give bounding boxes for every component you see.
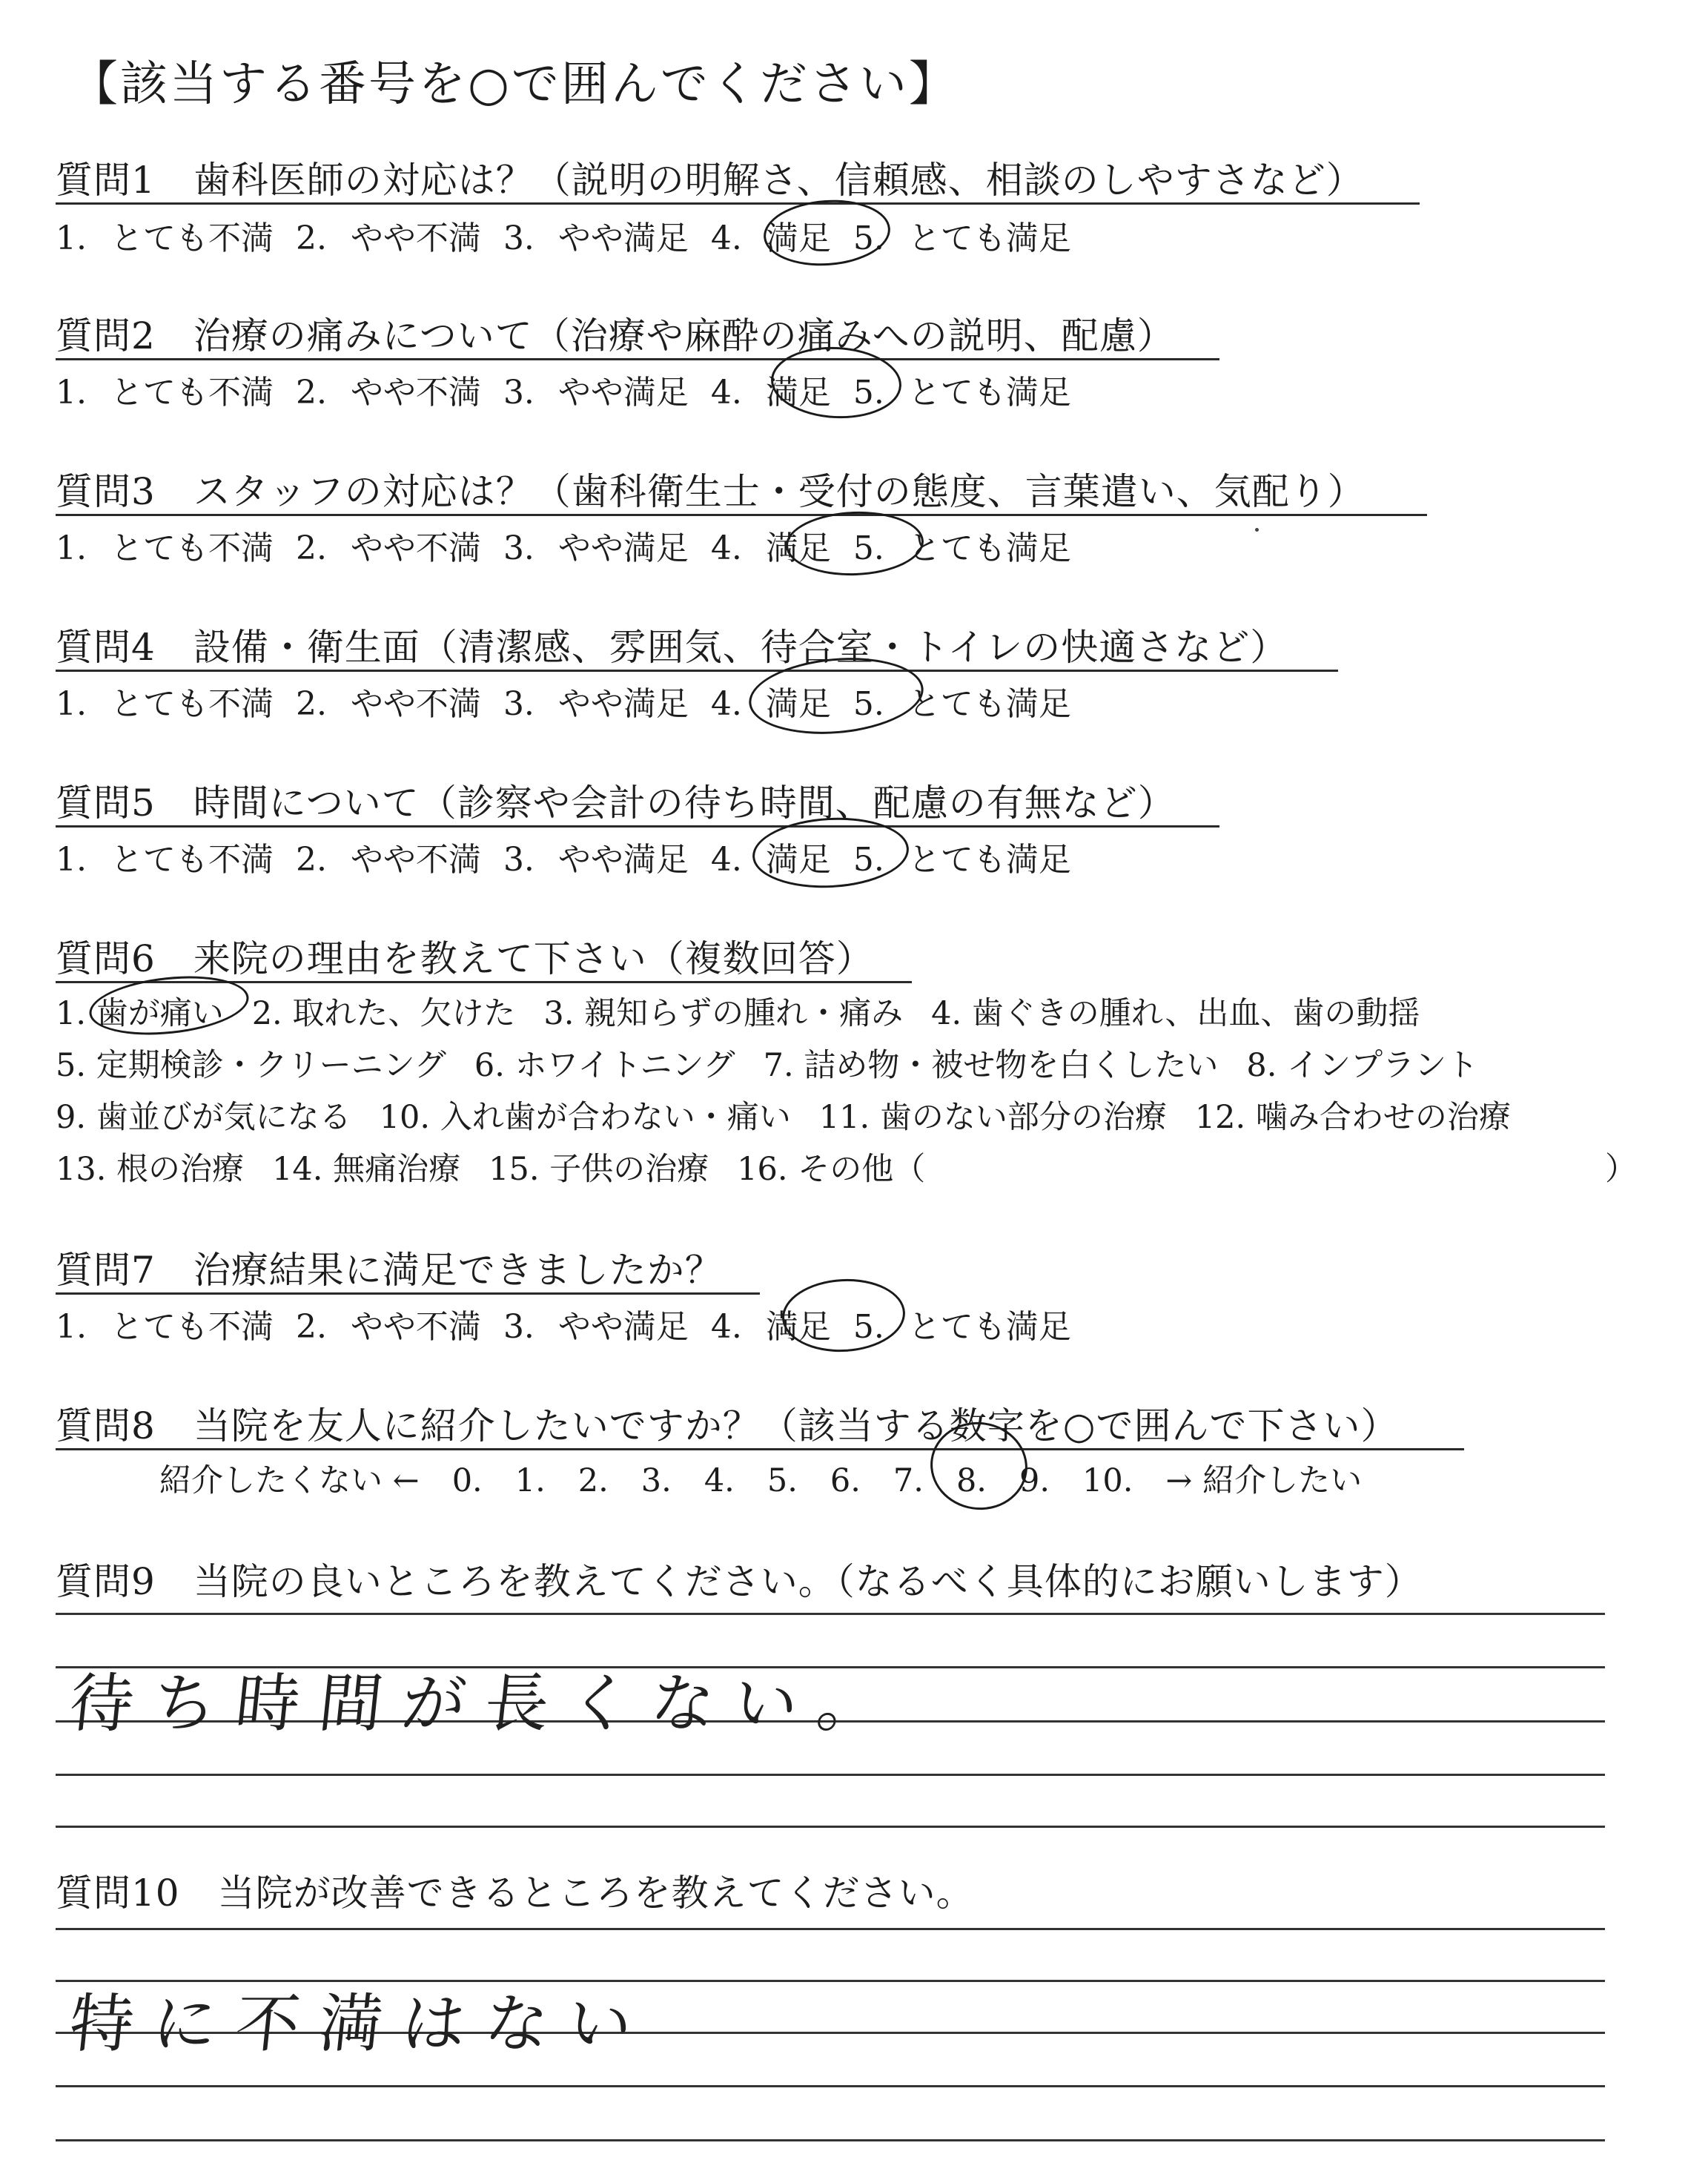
q2-option-3[interactable]: 3. やや満足 [503,374,689,412]
question-1-text: 歯科医師の対応は？（説明の明解さ、信頼感、相談のしやすさなど） [193,159,1364,202]
q7-option-2[interactable]: 2. やや不満 [295,1308,481,1346]
q1-option-4[interactable]: 4. 満足 [710,219,831,257]
question-9-title [56,1552,1423,1605]
question-2-label: 質問2 [56,314,156,357]
question-4-underline [56,670,1338,672]
scale-8[interactable]: 8. [956,1462,987,1499]
reason-15[interactable]: 15. 子供の治療 [489,1151,709,1188]
page-title: 【該当する番号を○で囲んでください】 [70,57,959,112]
scale-7[interactable]: 7. [893,1462,924,1499]
question-3-underline [56,514,1427,516]
question-10-title [56,1863,974,1917]
q1-option-1[interactable]: 1. とても不満 [56,219,274,257]
recommend-scale [159,1456,1394,1501]
reason-10[interactable]: 10. 入れ歯が合わない・痛い [379,1099,791,1136]
question-7-text: 治療結果に満足できましたか？ [193,1249,723,1292]
scale-3[interactable]: 3. [640,1462,672,1499]
q4-option-2[interactable]: 2. やや不満 [295,685,481,723]
question-8-label: 質問8 [56,1404,156,1447]
q10-handwritten-answer[interactable]: 特に不満はない [65,1987,655,2061]
scan-speck [1255,528,1259,532]
q5-option-4[interactable]: 4. 満足 [710,841,831,879]
reason-11[interactable]: 11. 歯のない部分の治療 [818,1099,1167,1136]
reason-13[interactable]: 13. 根の治療 [56,1151,245,1188]
question-1-options [56,211,1093,259]
reason-2[interactable]: 2. 取れた、欠けた [251,995,516,1032]
q1-option-2[interactable]: 2. やや不満 [295,219,481,257]
q10-writing-line-4 [56,2085,1605,2087]
q4-option-3[interactable]: 3. やや満足 [503,685,689,723]
q3-option-5[interactable]: 5. とても満足 [853,529,1071,567]
q1-option-3[interactable]: 3. やや満足 [503,219,689,257]
q4-option-4[interactable]: 4. 満足 [710,685,831,723]
scale-5[interactable]: 5. [767,1462,798,1499]
question-3-label: 質問3 [56,470,156,513]
reason-5[interactable]: 5. 定期検診・クリーニング [56,1047,446,1084]
reason-16-close-paren: ） [1605,1151,1637,1188]
reasons-row-3 [56,1092,1539,1137]
scale-10[interactable]: 10. [1082,1462,1133,1499]
q4-option-5[interactable]: 5. とても満足 [853,685,1071,723]
reason-16[interactable]: 16. その他（ [737,1151,926,1188]
q10-writing-line-1 [56,1928,1605,1930]
q2-option-5[interactable]: 5. とても満足 [853,374,1071,412]
q2-option-2[interactable]: 2. やや不満 [295,374,481,412]
q9-writing-line-4 [56,1774,1605,1776]
reasons-row-1 [56,988,1448,1034]
question-1-label: 質問1 [56,159,156,202]
scale-left-label: 紹介したくない ← [159,1462,420,1499]
question-8-text: 当院を友人に紹介したいですか？（該当する数字を○で囲んで下さい） [193,1404,1399,1447]
scale-2[interactable]: 2. [577,1462,609,1499]
question-9-text: 当院の良いところを教えてください。（なるべく具体的にお願いします） [193,1560,1423,1603]
q7-option-1[interactable]: 1. とても不満 [56,1308,274,1346]
q9-handwritten-answer[interactable]: 待ち時間が長くない。 [65,1667,904,1741]
question-5-text: 時間について（診察や会計の待ち時間、配慮の有無など） [193,782,1176,825]
scale-6[interactable]: 6. [830,1462,861,1499]
q5-option-5[interactable]: 5. とても満足 [853,841,1071,879]
question-3-options [56,521,1093,569]
question-2-text: 治療の痛みについて（治療や麻酔の痛みへの説明、配慮） [193,314,1175,357]
question-7-underline [56,1292,760,1295]
question-2-underline [56,358,1219,360]
question-4-text: 設備・衛生面（清潔感、雰囲気、待合室・トイレの快適さなど） [193,626,1288,669]
question-4-options [56,677,1093,724]
q5-option-2[interactable]: 2. やや不満 [295,841,481,879]
q4-option-1[interactable]: 1. とても不満 [56,685,274,723]
question-3-text: スタッフの対応は？（歯科衛生士・受付の態度、言葉遣い、気配り） [193,470,1366,513]
question-10-label: 質問10 [56,1872,180,1915]
q7-option-3[interactable]: 3. やや満足 [503,1308,689,1346]
q10-writing-line-5 [56,2139,1605,2141]
q3-option-2[interactable]: 2. やや不満 [295,529,481,567]
scale-0[interactable]: 0. [451,1462,483,1499]
question-1-underline [56,202,1420,205]
reason-1[interactable]: 1. 歯が痛い [56,995,224,1032]
reason-4[interactable]: 4. 歯ぐきの腫れ、出血、歯の動揺 [931,995,1420,1032]
question-5-label: 質問5 [56,782,156,825]
question-5-title [56,773,1176,827]
q3-option-4[interactable]: 4. 満足 [710,529,831,567]
reasons-row-4 [56,1144,953,1189]
q3-option-1[interactable]: 1. とても不満 [56,529,274,567]
reasons-row-2 [56,1040,1506,1086]
q2-option-4[interactable]: 4. 満足 [710,374,831,412]
scale-1[interactable]: 1. [514,1462,546,1499]
reason-9[interactable]: 9. 歯並びが気になる [56,1099,351,1136]
question-2-title [56,306,1175,360]
scale-4[interactable]: 4. [704,1462,735,1499]
reason-3[interactable]: 3. 親知らずの腫れ・痛み [543,995,904,1032]
question-7-label: 質問7 [56,1249,156,1292]
reason-7[interactable]: 7. 詰め物・被せ物を白くしたい [763,1047,1219,1084]
q9-writing-line-5 [56,1826,1605,1828]
question-5-options [56,833,1093,880]
scale-right-label: → 紹介したい [1165,1462,1363,1499]
question-8-underline [56,1448,1464,1450]
q5-option-1[interactable]: 1. とても不満 [56,841,274,879]
q5-option-3[interactable]: 3. やや満足 [503,841,689,879]
q9-writing-line-1 [56,1613,1605,1615]
question-2-options [56,366,1093,413]
question-9-label: 質問9 [56,1560,156,1603]
question-8-title [56,1396,1398,1450]
q7-option-5[interactable]: 5. とても満足 [853,1308,1071,1346]
q2-option-1[interactable]: 1. とても不満 [56,374,274,412]
reason-14[interactable]: 14. 無痛治療 [272,1151,461,1188]
reason-12[interactable]: 12. 噛み合わせの治療 [1194,1099,1511,1136]
question-6-label: 質問6 [56,937,156,980]
question-7-options [56,1300,1093,1347]
question-7-title [56,1241,723,1294]
q1-option-5[interactable]: 5. とても満足 [853,219,1071,257]
question-5-underline [56,825,1219,828]
q3-option-3[interactable]: 3. やや満足 [503,529,689,567]
reason-6[interactable]: 6. ホワイトニング [474,1047,735,1084]
q7-option-4[interactable]: 4. 満足 [710,1308,831,1346]
question-3-title [56,462,1366,515]
question-6-title [56,929,874,982]
question-4-label: 質問4 [56,626,156,669]
scale-9[interactable]: 9. [1019,1462,1050,1499]
question-6-text: 来院の理由を教えて下さい（複数回答） [193,937,874,980]
question-10-text: 当院が改善できるところを教えてください。 [217,1872,974,1915]
reason-8[interactable]: 8. インプラント [1246,1047,1479,1084]
question-1-title [56,151,1364,204]
question-4-title [56,618,1288,671]
